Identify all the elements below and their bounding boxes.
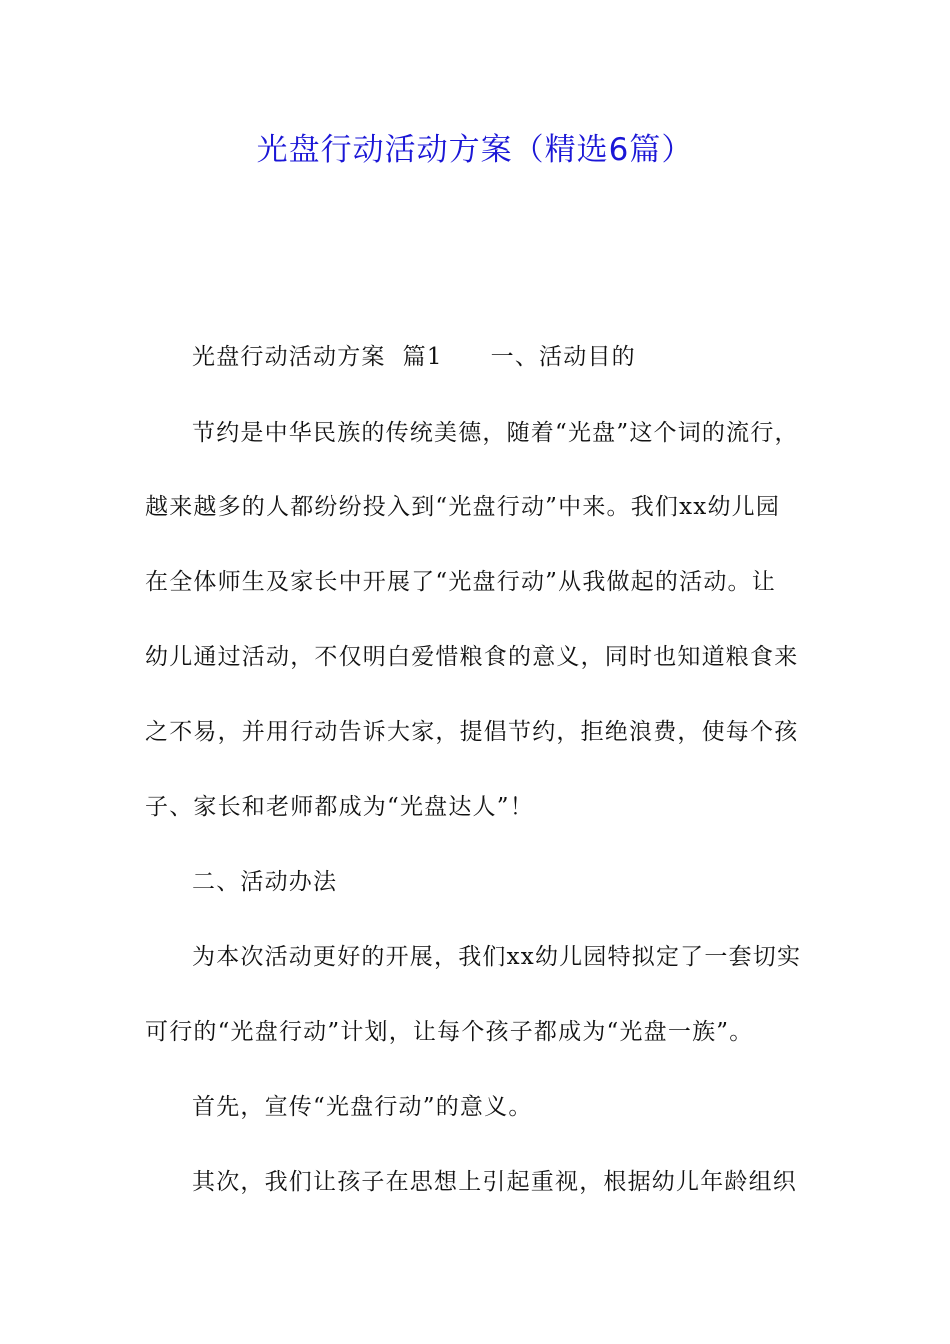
paragraph-line: 子、家长和老师都成为“光盘达人”！ [145,794,534,820]
paragraph-line: 为本次活动更好的开展，我们xx幼儿园特拟定了一套切实 [192,944,802,970]
paragraph-line: 越来越多的人都纷纷投入到“光盘行动”中来。我们xx幼儿园 [145,494,781,520]
section-heading: 光盘行动活动方案 篇1 [192,344,443,370]
paragraph-line: 节约是中华民族的传统美德，随着“光盘”这个词的流行， [192,420,799,446]
paragraph-line: 可行的“光盘行动”计划，让每个孩子都成为“光盘一族”。 [145,1019,754,1045]
paragraph-line: 其次，我们让孩子在思想上引起重视，根据幼儿年龄组织 [192,1169,797,1195]
paragraph-line: 幼儿通过活动，不仅明白爱惜粮食的意义，同时也知道粮食来 [145,644,799,670]
paragraph-line: 首先，宣传“光盘行动”的意义。 [192,1094,533,1120]
subheading-purpose: 一、活动目的 [490,344,636,370]
paragraph-line: 在全体师生及家长中开展了“光盘行动”从我做起的活动。让 [145,569,776,595]
paragraph-line: 之不易，并用行动告诉大家，提倡节约，拒绝浪费，使每个孩 [145,719,799,745]
document-title: 光盘行动活动方案（精选6篇） [256,132,694,168]
subheading-method: 二、活动办法 [192,869,338,895]
paragraph-line [192,341,872,373]
